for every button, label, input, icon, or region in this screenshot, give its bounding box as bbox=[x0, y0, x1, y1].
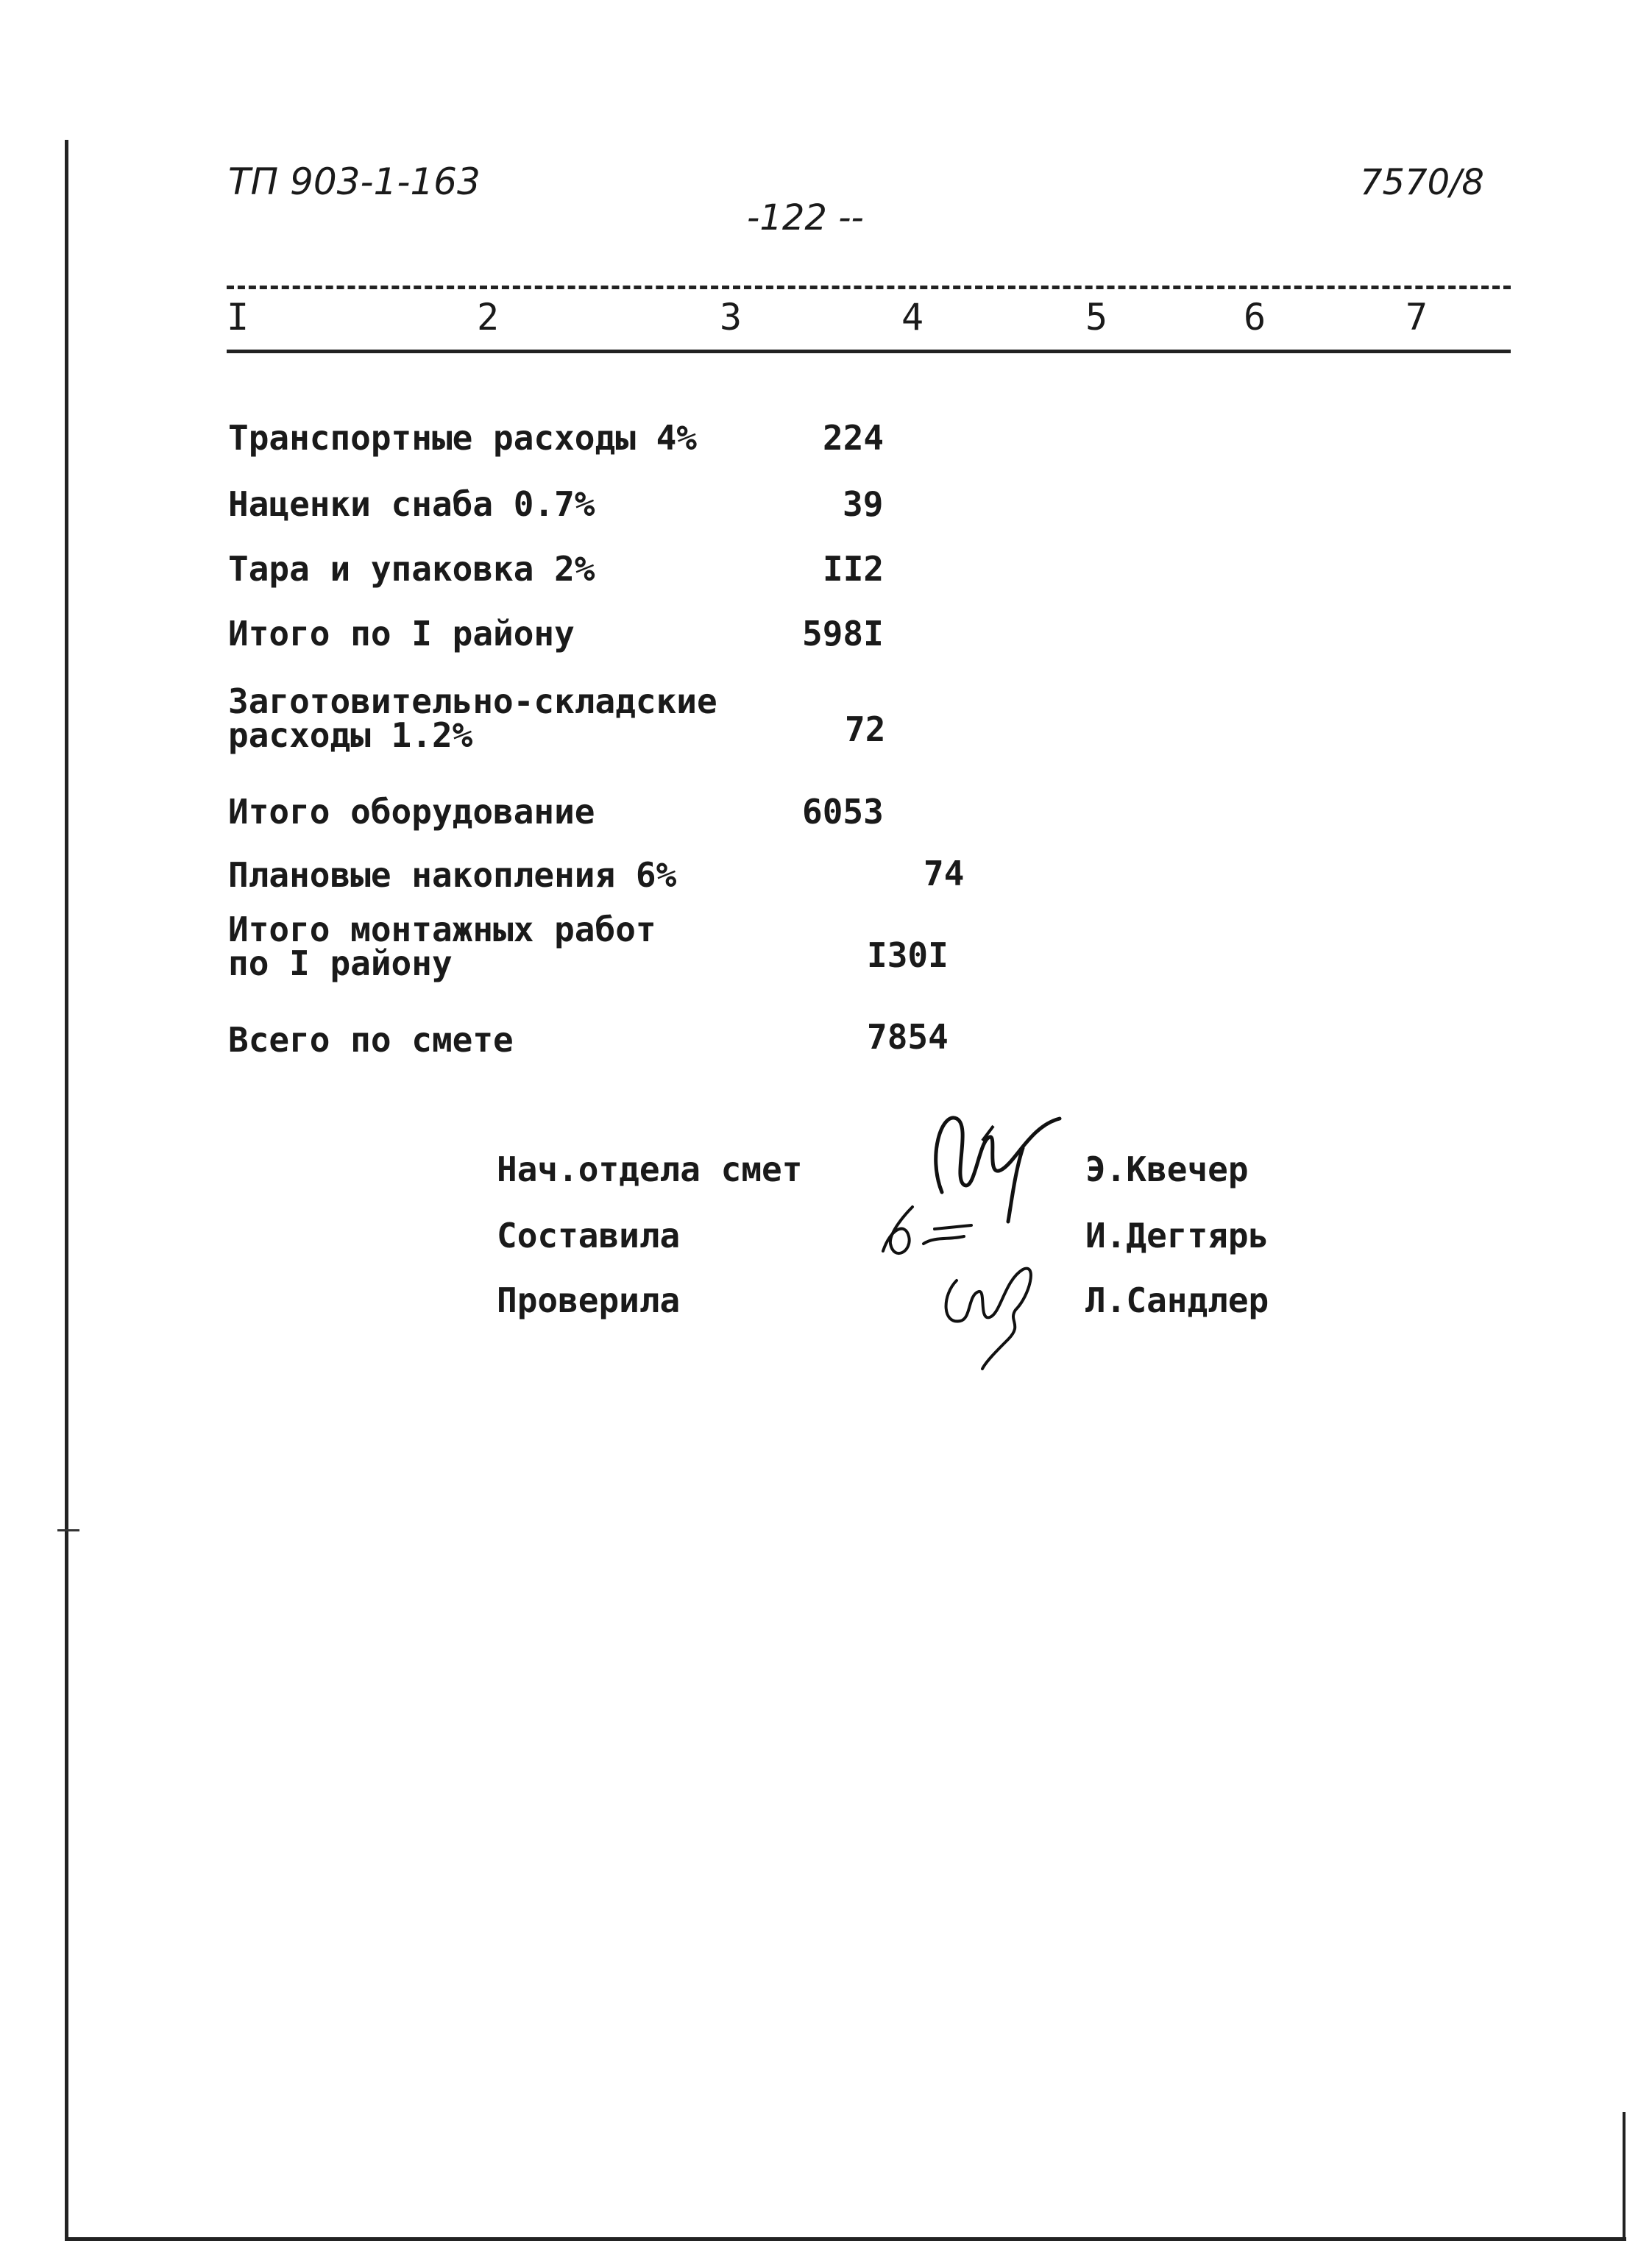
row-label: Всего по смете bbox=[228, 1020, 514, 1060]
column-number-6: 6 bbox=[1244, 296, 1266, 339]
row-value: II2 bbox=[823, 549, 885, 589]
column-header-bottom-rule bbox=[227, 350, 1511, 353]
column-number-7: 7 bbox=[1405, 296, 1428, 339]
document-code: ТП 903-1-163 bbox=[228, 160, 481, 203]
column-number-4: 4 bbox=[901, 296, 924, 339]
row-value: I30I bbox=[867, 935, 949, 975]
row-label: Заготовительно-складские расходы 1.2% bbox=[228, 681, 717, 755]
signature-role: Составила bbox=[497, 1216, 681, 1255]
page-frame-right bbox=[1623, 2112, 1626, 2241]
column-header-top-rule bbox=[227, 286, 1511, 289]
page-frame-bottom bbox=[65, 2237, 1626, 2241]
row-value: 598I bbox=[802, 614, 884, 653]
signatory-name: Л.Сандлер bbox=[1085, 1280, 1269, 1320]
signatory-name: Э.Квечер bbox=[1085, 1150, 1249, 1189]
signature-sandler bbox=[927, 1251, 1060, 1376]
row-label: Плановые накопления 6% bbox=[228, 855, 677, 895]
page-number: -122 -- bbox=[747, 197, 864, 238]
signatory-name: И.Дегтярь bbox=[1085, 1216, 1269, 1255]
row-value: 7854 bbox=[867, 1017, 949, 1057]
row-label: Итого оборудование bbox=[228, 792, 595, 832]
row-label: Транспортные расходы 4% bbox=[228, 418, 697, 458]
column-number-5: 5 bbox=[1085, 296, 1108, 339]
column-number-3: 3 bbox=[720, 296, 742, 339]
row-label: Итого по I району bbox=[228, 614, 575, 653]
page-frame-left bbox=[65, 140, 68, 2241]
row-value: 74 bbox=[924, 854, 965, 893]
row-label: Тара и упаковка 2% bbox=[228, 549, 595, 589]
signature-role: Проверила bbox=[497, 1280, 681, 1320]
column-number-1: I bbox=[227, 296, 249, 339]
column-number-2: 2 bbox=[477, 296, 500, 339]
archive-number: 7570/8 bbox=[1360, 162, 1484, 203]
signature-role: Нач.отдела смет bbox=[497, 1150, 803, 1189]
row-value: 6053 bbox=[802, 792, 884, 832]
row-label: Итого монтажных работ по I району bbox=[228, 910, 656, 983]
row-label: Наценки снаба 0.7% bbox=[228, 484, 595, 524]
page-frame-tick bbox=[57, 1529, 79, 1531]
row-value: 39 bbox=[843, 484, 884, 524]
row-value: 224 bbox=[823, 418, 885, 458]
row-value: 72 bbox=[845, 709, 886, 749]
